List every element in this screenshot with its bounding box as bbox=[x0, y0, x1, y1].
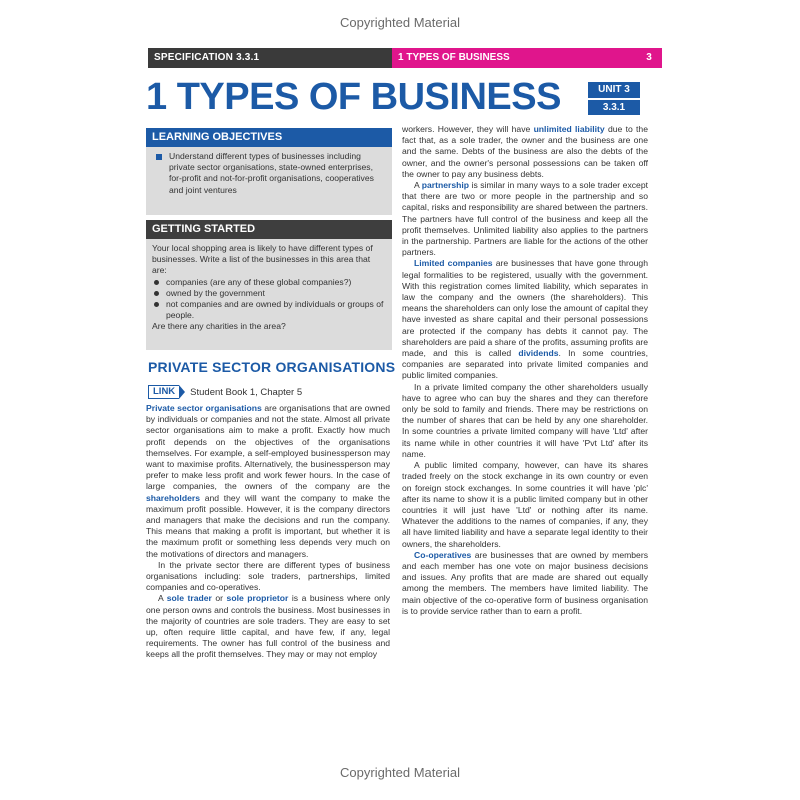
square-bullet-icon bbox=[156, 154, 162, 160]
keyword-limited-companies: Limited companies bbox=[414, 258, 493, 269]
getting-started-item-text: companies (are any of these global companies?) bbox=[166, 276, 352, 287]
unit-label: UNIT 3 bbox=[588, 82, 640, 98]
paragraph bbox=[146, 593, 390, 660]
learning-objective-item bbox=[152, 151, 386, 196]
getting-started-item bbox=[152, 277, 386, 288]
page-title: 1 TYPES OF BUSINESS bbox=[146, 76, 561, 118]
keyword-dividends: dividends bbox=[518, 348, 559, 359]
paragraph bbox=[146, 403, 390, 560]
paragraph-text: due to the fact that, as a sole trader, the owner and the business are one and the same. Debts of the business are also the debts of the owner, and the owner's personal possessions can be taken off the owner to pay any business debts. bbox=[402, 124, 648, 179]
paragraph: In a private limited company the other shareholders usually have to agree who can buy the shares and they can therefore only be sold to family and friends. There may be restrictions on the number of shares that can be held by any one shareholder. In some countries a private limited company will have 'Ltd' after its name while in other countries it will have 'Pvt Ltd' after its name. bbox=[402, 381, 648, 459]
keyword-sole-proprietor: sole proprietor bbox=[226, 593, 289, 604]
paragraph: A public limited company, however, can have its shares traded freely on the stock exchange in its own country or even on foreign stock exchanges. In some countries it will have 'plc' after its name to show it is a public limited company but in other countries it will just have 'Ltd' or nothing after its name. Whatever the additions to the names of companies, if any, they all have limited liability and have a separate legal identity to their owners, the shareholders. bbox=[402, 460, 648, 549]
copyright-watermark-bottom: Copyrighted Material bbox=[340, 765, 460, 780]
unit-badge bbox=[588, 82, 640, 115]
paragraph-text: and they will want the company to make the maximum profit possible. However, it is the company directors and managers that make the decisions and run the company. This means that making a profit is important, but whether it is the maximum profit or something less depends very much on the motivations of directors and managers. bbox=[146, 492, 390, 559]
paragraph-text: are businesses that are owned by members and each member has one vote on major business decisions and issues. Any profits that are made are shared out equally among the members. The members have limited liability. The main objective of the co-operative form of business organisation is to provide service rather than to earn a profit. bbox=[402, 549, 648, 616]
getting-started-item-text: owned by the government bbox=[166, 287, 265, 298]
link-arrow-icon bbox=[179, 385, 185, 399]
getting-started-box bbox=[146, 220, 392, 350]
link-tag: LINK bbox=[148, 385, 179, 399]
getting-started-heading: GETTING STARTED bbox=[146, 220, 392, 239]
unit-code: 3.3.1 bbox=[588, 100, 640, 115]
bullet-icon bbox=[154, 280, 159, 285]
keyword-private-sector-organisations: Private sector organisations bbox=[146, 403, 262, 413]
paragraph-text: are organisations that are owned by individuals or companies and not the state. Almost all private sector organisations aim to make a profit. Exactly how much profit depends on the objectives of the organisations themselves. For example, a self-employed businessperson may want to maximise profits. Alternatively, the businessperson may prefer to make less profit and work fewer hours. In the case of large companies, the owners of the company are the bbox=[146, 403, 390, 492]
private-sector-heading: PRIVATE SECTOR ORGANISATIONS bbox=[148, 359, 396, 375]
link-reference-text: Student Book 1, Chapter 5 bbox=[190, 386, 303, 398]
getting-started-item bbox=[152, 299, 386, 321]
learning-objectives-heading: LEARNING OBJECTIVES bbox=[146, 128, 392, 147]
paragraph-text: is similar in many ways to a sole trader except that there are two or more people in the partnership and so capital, risks and responsibility are shared between the partners. The partners have full control of the business and keep all the profit themselves. Unlimited liability also applies to the partners in the partnership. Partners are liable for the actions of the other partners. bbox=[402, 180, 648, 258]
copyright-watermark-top: Copyrighted Material bbox=[340, 15, 460, 30]
cross-reference-link[interactable] bbox=[148, 385, 302, 399]
right-column-body bbox=[402, 124, 648, 724]
getting-started-question: Are there any charities in the area? bbox=[152, 321, 286, 332]
paragraph-text: is a business where only one person owns and controls the business. Most businesses in the majority of countries are sole traders. They are easy to set up, often require little capital, and have few, if any, legal requirements. The owner has full control of the business and keeps all the profit themselves. They may or may not employ bbox=[146, 593, 390, 660]
paragraph bbox=[402, 550, 648, 617]
getting-started-item bbox=[152, 288, 386, 299]
paragraph bbox=[402, 180, 648, 258]
bullet-icon bbox=[154, 291, 159, 296]
getting-started-item-text: not companies and are owned by individuals or groups of people. bbox=[166, 299, 384, 321]
learning-objectives-box bbox=[146, 128, 392, 215]
specification-bar: SPECIFICATION 3.3.1 bbox=[148, 48, 392, 68]
left-column-body bbox=[146, 403, 390, 723]
paragraph bbox=[402, 258, 648, 381]
paragraph-text: A bbox=[158, 593, 167, 604]
paragraph-text: A bbox=[414, 180, 422, 191]
paragraph-text: workers. However, they will have bbox=[402, 124, 534, 134]
learning-objective-text: Understand different types of businesses including private sector organisations, state-owned enterprises, for-profit and not-for-profit organisations, cooperatives and joint ventures bbox=[169, 151, 374, 195]
paragraph bbox=[402, 124, 648, 180]
bullet-icon bbox=[154, 302, 159, 307]
keyword-unlimited-liability: unlimited liability bbox=[533, 124, 605, 134]
paragraph-text: or bbox=[211, 593, 227, 604]
paragraph-text: . In some countries, companies are separated into private limited companies and public limited companies. bbox=[402, 348, 648, 381]
getting-started-intro: Your local shopping area is likely to have different types of businesses. Write a list of the businesses in this area that are: bbox=[152, 243, 373, 276]
keyword-partnership: partnership bbox=[421, 180, 470, 191]
keyword-shareholders: shareholders bbox=[146, 492, 200, 503]
page-number: 3 bbox=[636, 48, 662, 68]
paragraph: In the private sector there are different types of business organisations including: sole traders, partnerships, limited companies and co-operatives. bbox=[146, 559, 390, 593]
section-bar: 1 TYPES OF BUSINESS bbox=[392, 48, 636, 68]
keyword-sole-trader: sole trader bbox=[166, 593, 212, 604]
keyword-co-operatives: Co-operatives bbox=[414, 549, 472, 560]
paragraph-text: are businesses that have gone through legal formalities to be registered, usually with the government. With this registration comes limited liability, which separates in law the company and the owners (the shareholders). This means the shareholders can only lose the amount of capital they have invested as share capital and their personal possessions are protected if the company has debts it cannot pay. The shareholders are paid a share of the profits, assuming profits are made, and this is called bbox=[402, 258, 648, 359]
